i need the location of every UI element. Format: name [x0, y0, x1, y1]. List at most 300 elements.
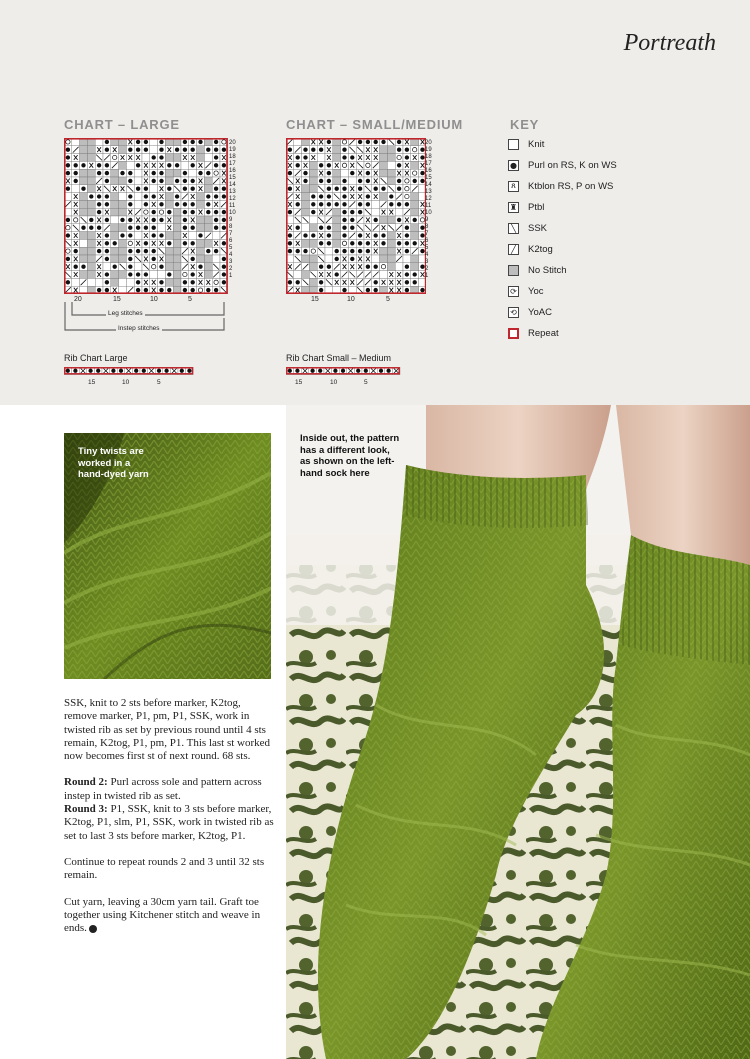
- purl-dot: [319, 194, 323, 198]
- chart-cell: [403, 255, 411, 263]
- chart-cell: [387, 177, 395, 185]
- chart-cell: [119, 161, 127, 169]
- purl-dot: [144, 249, 148, 253]
- chart-cell: [158, 224, 166, 232]
- chart-cell: [302, 193, 310, 201]
- chart-cell: [197, 193, 205, 201]
- purl-dot: [66, 218, 70, 222]
- chart-cell: [204, 185, 212, 193]
- purl-dot: [206, 210, 210, 214]
- rib-dot: [318, 369, 322, 373]
- k2tog-icon: ╱: [508, 244, 519, 255]
- purl-dot: [311, 148, 315, 152]
- purl-dot: [342, 194, 346, 198]
- purl-dot: [175, 202, 179, 206]
- purl-dot: [222, 210, 226, 214]
- ssk-icon: ╲: [508, 223, 519, 234]
- purl-dot: [405, 288, 409, 292]
- round-2-instruction: [64, 776, 276, 803]
- chart-cell: [411, 169, 419, 177]
- row-number: 8: [229, 224, 233, 230]
- purl-dot: [175, 194, 179, 198]
- purl-dot: [342, 202, 346, 206]
- chart-cell: [173, 208, 181, 216]
- chart-cell: [134, 177, 142, 185]
- key-item-ssk: [508, 221, 547, 235]
- chart-cell: [380, 271, 388, 279]
- row-number: 10: [229, 210, 236, 216]
- chart-cell: [197, 239, 205, 247]
- key-label: Yoc: [528, 285, 544, 297]
- leg-stitches-label: Leg stitches: [108, 310, 143, 317]
- rib-dot: [164, 369, 168, 373]
- chart-cell: [111, 278, 119, 286]
- chart-cell: [80, 247, 88, 255]
- chart-cell: [309, 239, 317, 247]
- instep-stitches-label: Instep stitches: [118, 325, 160, 332]
- purl-dot: [144, 148, 148, 152]
- purl-dot: [342, 218, 346, 222]
- purl-dot: [389, 194, 393, 198]
- purl-dot: [319, 265, 323, 269]
- purl-dot: [335, 202, 339, 206]
- key-item-yoc: [508, 284, 544, 298]
- purl-dot: [66, 163, 70, 167]
- chart-cell: [411, 232, 419, 240]
- purl-dot: [136, 249, 140, 253]
- row-number: 20: [425, 140, 432, 146]
- chart-cell: [119, 271, 127, 279]
- chart-cell: [165, 263, 173, 271]
- chart-cell: [87, 185, 95, 193]
- chart-cell: [333, 169, 341, 177]
- rib-dot: [310, 369, 314, 373]
- chart-cell: [80, 193, 88, 201]
- chart-cell: [158, 271, 166, 279]
- purl-dot: [144, 272, 148, 276]
- chart-cell: [173, 232, 181, 240]
- row-number: 6: [229, 238, 233, 244]
- round-2-label: Round 2:: [64, 776, 108, 789]
- chart-cell: [87, 255, 95, 263]
- purl-dot: [405, 148, 409, 152]
- row-number: 14: [425, 182, 432, 188]
- purl-dot: [74, 171, 78, 175]
- chart-cell: [111, 247, 119, 255]
- chart-large-col-5: 5: [188, 296, 192, 303]
- chart-cell: [173, 247, 181, 255]
- chart-cell: [403, 193, 411, 201]
- purl-dot: [183, 288, 187, 292]
- chart-cell: [380, 216, 388, 224]
- rib-dot: [364, 369, 368, 373]
- purl-dot: [296, 226, 300, 230]
- row-number: 4: [229, 252, 233, 258]
- chart-cell: [134, 232, 142, 240]
- key-label: Purl on RS, K on WS: [528, 159, 617, 171]
- purl-dot: [120, 218, 124, 222]
- rib-dot: [341, 369, 345, 373]
- purl-dot: [152, 226, 156, 230]
- purl-dot: [296, 155, 300, 159]
- purl-dot: [366, 249, 370, 253]
- purl-dot: [319, 280, 323, 284]
- purl-dot: [296, 280, 300, 284]
- purl-dot: [214, 210, 218, 214]
- chart-cell: [150, 185, 158, 193]
- key-item-yoac: [508, 305, 552, 319]
- purl-dot: [97, 210, 101, 214]
- purl-dot: [159, 218, 163, 222]
- key-item-no-stitch: [508, 263, 567, 277]
- chart-cell: [80, 255, 88, 263]
- purl-dot: [74, 249, 78, 253]
- purl-dot: [183, 148, 187, 152]
- key-item-ptbl: [508, 200, 544, 214]
- purl-dot: [89, 194, 93, 198]
- instruction-finish: [64, 896, 276, 936]
- twist-stitch-icon: ጸ: [508, 181, 519, 192]
- purl-dot: [191, 257, 195, 261]
- purl-dot: [159, 155, 163, 159]
- purl-dot: [66, 187, 70, 191]
- purl-dot: [366, 241, 370, 245]
- purl-dot: [159, 233, 163, 237]
- purl-dot: [222, 280, 226, 284]
- chart-cell: [212, 232, 220, 240]
- chart-cell: [372, 255, 380, 263]
- chart-cell: [380, 161, 388, 169]
- purl-dot: [105, 179, 109, 183]
- chart-cell: [302, 239, 310, 247]
- purl-dot: [120, 233, 124, 237]
- purl-dot: [405, 226, 409, 230]
- chart-cell: [150, 263, 158, 271]
- purl-dot: [350, 249, 354, 253]
- purl-dot: [81, 226, 85, 230]
- chart-cell: [111, 169, 119, 177]
- row-number: 18: [229, 154, 236, 160]
- chart-cell: [111, 177, 119, 185]
- chart-cell: [341, 169, 349, 177]
- purl-dot: [183, 171, 187, 175]
- purl-dot: [214, 194, 218, 198]
- purl-dot: [66, 233, 70, 237]
- row-number: 10: [425, 210, 432, 216]
- key-label: YoAC: [528, 306, 552, 318]
- purl-dot: [335, 272, 339, 276]
- purl-dot: [191, 202, 195, 206]
- key-label: K2tog: [528, 243, 553, 255]
- purl-dot: [128, 226, 132, 230]
- purl-dot: [405, 280, 409, 284]
- purl-dot: [97, 249, 101, 253]
- key-label: Repeat: [528, 327, 559, 339]
- purl-dot: [105, 202, 109, 206]
- purl-dot: [152, 210, 156, 214]
- chart-cell: [119, 193, 127, 201]
- purl-dot: [144, 140, 148, 144]
- purl-dot: [342, 187, 346, 191]
- purl-dot: [350, 226, 354, 230]
- round-3-instruction: [64, 803, 276, 843]
- purl-dot: [136, 288, 140, 292]
- purl-dot: [374, 280, 378, 284]
- chart-cell: [302, 224, 310, 232]
- chart-cell: [165, 169, 173, 177]
- ptbl-icon: ♜: [509, 202, 518, 212]
- row-number: 13: [425, 189, 432, 195]
- chart-cell: [134, 200, 142, 208]
- chart-cell: [309, 161, 317, 169]
- chart-cell: [333, 232, 341, 240]
- purl-dot: [66, 155, 70, 159]
- chart-large-col-15: 15: [113, 296, 121, 303]
- purl-dot: [327, 265, 331, 269]
- purl-dot: [350, 241, 354, 245]
- purl-dot: [128, 202, 132, 206]
- chart-cell: [380, 255, 388, 263]
- purl-dot: [222, 194, 226, 198]
- chart-cell: [173, 216, 181, 224]
- chart-large-grid: [64, 138, 230, 294]
- purl-dot: [222, 257, 226, 261]
- purl-dot: [405, 272, 409, 276]
- purl-dot: [381, 187, 385, 191]
- chart-cell: [348, 177, 356, 185]
- purl-dot: [74, 179, 78, 183]
- purl-dot: [81, 265, 85, 269]
- chart-cell: [87, 208, 95, 216]
- chart-cell: [134, 169, 142, 177]
- chart-cell: [411, 224, 419, 232]
- chart-cell: [80, 154, 88, 162]
- chart-cell: [325, 255, 333, 263]
- purl-dot: [222, 265, 226, 269]
- purl-dot: [152, 171, 156, 175]
- purl-dot: [288, 148, 292, 152]
- purl-dot: [144, 187, 148, 191]
- purl-dot: [381, 233, 385, 237]
- purl-dot: [335, 257, 339, 261]
- row-number: 13: [229, 189, 236, 195]
- row-number: 9: [229, 217, 233, 223]
- purl-dot: [350, 155, 354, 159]
- chart-cell: [204, 224, 212, 232]
- purl-dot: [214, 163, 218, 167]
- purl-dot: [183, 202, 187, 206]
- chart-cell: [204, 263, 212, 271]
- purl-dot: [358, 140, 362, 144]
- purl-dot: [191, 148, 195, 152]
- chart-cell: [204, 154, 212, 162]
- rib-dot: [142, 369, 146, 373]
- rib-small-grid: [286, 367, 402, 377]
- chart-small-grid: [286, 138, 426, 294]
- chart-cell: [403, 177, 411, 185]
- rib-dot: [288, 369, 292, 373]
- chart-cell: [119, 146, 127, 154]
- rib-dot: [187, 369, 191, 373]
- purl-dot: [214, 218, 218, 222]
- purl-dot: [311, 210, 315, 214]
- purl-dot: [105, 194, 109, 198]
- chart-cell: [387, 161, 395, 169]
- chart-cell: [80, 232, 88, 240]
- chart-cell: [80, 271, 88, 279]
- purl-dot: [358, 202, 362, 206]
- chart-cell: [411, 193, 419, 201]
- purl-dot: [105, 280, 109, 284]
- row-number: 7: [425, 231, 429, 237]
- purl-dot: [105, 233, 109, 237]
- purl-dot: [288, 280, 292, 284]
- chart-cell: [380, 169, 388, 177]
- purl-dot: [350, 257, 354, 261]
- chart-cell: [387, 146, 395, 154]
- chart-cell: [341, 161, 349, 169]
- chart-cell: [119, 239, 127, 247]
- chart-cell: [212, 278, 220, 286]
- purl-dot: [413, 218, 417, 222]
- chart-cell: [341, 239, 349, 247]
- purl-dot: [66, 171, 70, 175]
- chart-cell: [80, 200, 88, 208]
- purl-dot: [222, 241, 226, 245]
- chart-cell: [126, 278, 134, 286]
- chart-cell: [411, 200, 419, 208]
- purl-dot: [113, 241, 117, 245]
- row-number: 17: [229, 161, 236, 167]
- purl-dot: [136, 148, 140, 152]
- purl-dot: [374, 288, 378, 292]
- purl-dot: [327, 179, 331, 183]
- purl-dot: [66, 148, 70, 152]
- chart-small-col-5: 5: [386, 296, 390, 303]
- chart-cell: [212, 255, 220, 263]
- chart-cell: [197, 146, 205, 154]
- purl-dot: [319, 226, 323, 230]
- chart-cell: [173, 169, 181, 177]
- purl-dot: [389, 202, 393, 206]
- chart-cell: [80, 177, 88, 185]
- chart-cell: [380, 247, 388, 255]
- purl-dot: [366, 265, 370, 269]
- chart-cell: [189, 169, 197, 177]
- rib-large-num-5: 5: [157, 379, 161, 386]
- purl-dot: [303, 179, 307, 183]
- chart-cell: [212, 169, 220, 177]
- rib-dot: [379, 369, 383, 373]
- chart-cell: [165, 154, 173, 162]
- round-3-label: Round 3:: [64, 803, 108, 816]
- no-stitch-icon: [508, 265, 519, 276]
- purl-dot: [136, 140, 140, 144]
- chart-cell: [380, 193, 388, 201]
- purl-dot: [311, 202, 315, 206]
- row-number: 15: [229, 175, 236, 181]
- chart-cell: [302, 271, 310, 279]
- chart-cell: [119, 278, 127, 286]
- purl-dot: [288, 210, 292, 214]
- purl-dot: [191, 241, 195, 245]
- rib-small-num-10: 10: [330, 379, 338, 386]
- purl-dot: [303, 233, 307, 237]
- purl-dot: [175, 179, 179, 183]
- purl-dot: [191, 163, 195, 167]
- chart-cell: [87, 154, 95, 162]
- purl-dot: [296, 202, 300, 206]
- chart-cell: [189, 232, 197, 240]
- purl-dot: [327, 187, 331, 191]
- purl-dot: [397, 179, 401, 183]
- purl-dot: [374, 265, 378, 269]
- chart-cell: [87, 247, 95, 255]
- rib-small-title: Rib Chart Small – Medium: [286, 353, 392, 363]
- purl-dot: [222, 218, 226, 222]
- purl-dot: [152, 179, 156, 183]
- chart-small-row-numbers: [425, 140, 432, 280]
- rib-small-num-15: 15: [295, 379, 303, 386]
- repeat-box-icon: [508, 328, 519, 339]
- purl-dot: [113, 265, 117, 269]
- key-item-purl: [508, 158, 617, 172]
- purl-dot: [303, 155, 307, 159]
- rib-dot: [295, 369, 299, 373]
- purl-dot: [128, 218, 132, 222]
- purl-dot: [206, 148, 210, 152]
- chart-cell: [387, 216, 395, 224]
- purl-dot: [397, 148, 401, 152]
- purl-dot: [128, 171, 132, 175]
- chart-cell: [302, 255, 310, 263]
- purl-dot: [327, 194, 331, 198]
- purl-dot: [342, 288, 346, 292]
- purl-dot: [222, 148, 226, 152]
- purl-dot: [128, 272, 132, 276]
- row-number: 12: [425, 196, 432, 202]
- chart-cell: [111, 216, 119, 224]
- chart-cell: [87, 278, 95, 286]
- purl-dot: [413, 280, 417, 284]
- purl-dot: [214, 140, 218, 144]
- rib-large-grid: [64, 367, 194, 377]
- purl-dot: [397, 140, 401, 144]
- purl-dot: [183, 280, 187, 284]
- purl-dot: [159, 148, 163, 152]
- purl-dot: [405, 155, 409, 159]
- round-2-text: Purl across sole and pattern across instep in twisted rib as set.: [64, 776, 262, 802]
- chart-cell: [387, 239, 395, 247]
- chart-cell: [111, 154, 119, 162]
- chart-cell: [197, 200, 205, 208]
- purl-dot: [327, 233, 331, 237]
- socks-worn-image: [286, 405, 750, 1059]
- chart-cell: [87, 271, 95, 279]
- chart-cell: [111, 271, 119, 279]
- socks-photo: [286, 405, 750, 1059]
- chart-cell: [411, 255, 419, 263]
- purl-dot: [105, 148, 109, 152]
- purl-dot: [191, 288, 195, 292]
- key-title: KEY: [510, 117, 540, 132]
- chart-cell: [309, 247, 317, 255]
- key-label: Knit: [528, 138, 545, 150]
- chart-cell: [87, 239, 95, 247]
- chart-cell: [80, 169, 88, 177]
- rib-dot: [356, 369, 360, 373]
- purl-dot: [206, 171, 210, 175]
